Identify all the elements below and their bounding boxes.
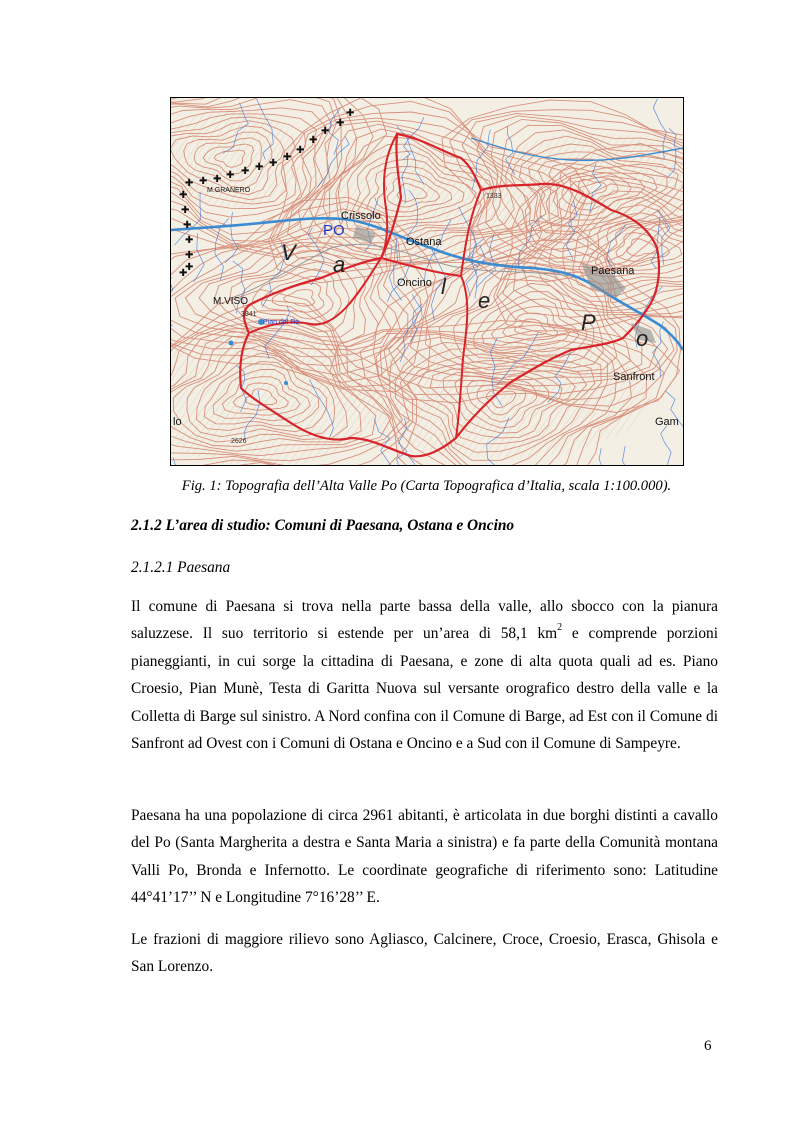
ridge-cross-mark: ✚ [185, 262, 194, 273]
map-label-l: l [441, 274, 446, 299]
paragraph-1 [131, 593, 718, 757]
map-svg [171, 98, 683, 465]
map-label-e: e [478, 288, 491, 313]
ridge-cross-mark: ✚ [269, 158, 278, 169]
ridge-cross-mark: ✚ [185, 250, 194, 261]
ridge-cross-mark: ✚ [346, 108, 355, 119]
ridge-cross-mark: ✚ [213, 174, 222, 185]
map-label-granero: M.GRANERO [207, 187, 251, 194]
ridge-cross-mark: ✚ [181, 205, 190, 216]
map-label-monviso: M.VISO [213, 296, 249, 307]
ridge-cross-mark: ✚ [199, 176, 208, 187]
km-squared-superscript: 2 [557, 622, 563, 634]
map-label-oncino: Oncino [397, 277, 432, 289]
ridge-cross-mark: ✚ [309, 135, 318, 146]
map-label-gambasca: Gam [655, 416, 679, 428]
figure-caption: Fig. 1: Topografia dell’Alta Valle Po (Carta Topografica d’Italia, scala 1:100.000). [181, 478, 672, 494]
map-label-elev-1333: 1333 [486, 193, 502, 200]
map-label-sanfront: Sanfront [613, 371, 655, 383]
ridge-cross-mark: ✚ [179, 190, 188, 201]
map-label-elev-3841: 3841 [241, 311, 257, 318]
ridge-cross-mark: ✚ [183, 220, 192, 231]
map-label-v: V [281, 240, 296, 265]
section-heading: 2.1.2 L’area di studio: Comuni di Paesana, Ostana e Oncino [131, 517, 515, 534]
ridge-cross-mark: ✚ [321, 126, 330, 137]
map-label-ostana: Ostana [406, 236, 442, 248]
ridge-cross-mark: ✚ [336, 118, 345, 129]
map-label-p: P [581, 310, 596, 335]
paragraph-1-rest: e comprende porzioni pianeggianti, in cui sorge la cittadina di Paesana, e zone di alta quota quali ad es. Piano Croesio, Pian Munè, Testa di Garitta Nuova sul versante orografico destro della valle e la Colletta di Barge sul sinistro. A Nord confina con il Comune di Barge, ad Est con il Comune di Sanfront ad Ovest con i Comuni di Ostana e Oncino e a Sud con il Comune di Sampeyre. [131, 625, 718, 753]
paragraph-1-start: Il comune di Paesana si trova nella parte bassa della valle, allo sbocco con la pianura saluzzese. Il suo territorio si estende per un’area di 58,1 km [131, 598, 718, 643]
map-label-paesana: Paesana [591, 265, 635, 277]
paragraph-3: Le frazioni di maggiore rilievo sono Agliasco, Calcinere, Croce, Croesio, Erasca, Ghisola e San Lorenzo. [131, 931, 718, 976]
ridge-cross-mark: ✚ [255, 162, 264, 173]
map-label-a: a [333, 252, 346, 277]
paragraph-2: Paesana ha una popolazione di circa 2961 abitanti, è articolata in due borghi distinti a cavallo del Po (Santa Margherita a destra e Santa Maria a sinistra) e fa parte della Comunità montana Valli Po, Bronda e Infernotto. Le coordinate geografiche di riferimento sono: Latitudine 44°41’17’’ N e Longitudine 7°16’28’’ E. [131, 807, 718, 907]
page-number: 6 [704, 1038, 712, 1054]
map-label-lo: lo [173, 416, 182, 428]
map-label-elev-2626: 2626 [231, 438, 247, 445]
ridge-cross-mark: ✚ [241, 166, 250, 177]
ridge-cross-mark: ✚ [226, 170, 235, 181]
map-label-crissolo: Crissolo [341, 210, 381, 222]
map-label-po: PO [323, 222, 345, 239]
ridge-cross-mark: ✚ [179, 268, 188, 279]
map-label-pian-del-re: Pian del Re [263, 319, 300, 326]
subsection-heading: 2.1.2.1 Paesana [131, 559, 231, 576]
ridge-cross-mark: ✚ [185, 235, 194, 246]
topographic-map-figure [170, 97, 684, 466]
ridge-cross-mark: ✚ [296, 145, 305, 156]
map-label-o: o [636, 326, 649, 351]
ridge-cross-mark: ✚ [185, 178, 194, 189]
ridge-cross-mark: ✚ [283, 152, 292, 163]
